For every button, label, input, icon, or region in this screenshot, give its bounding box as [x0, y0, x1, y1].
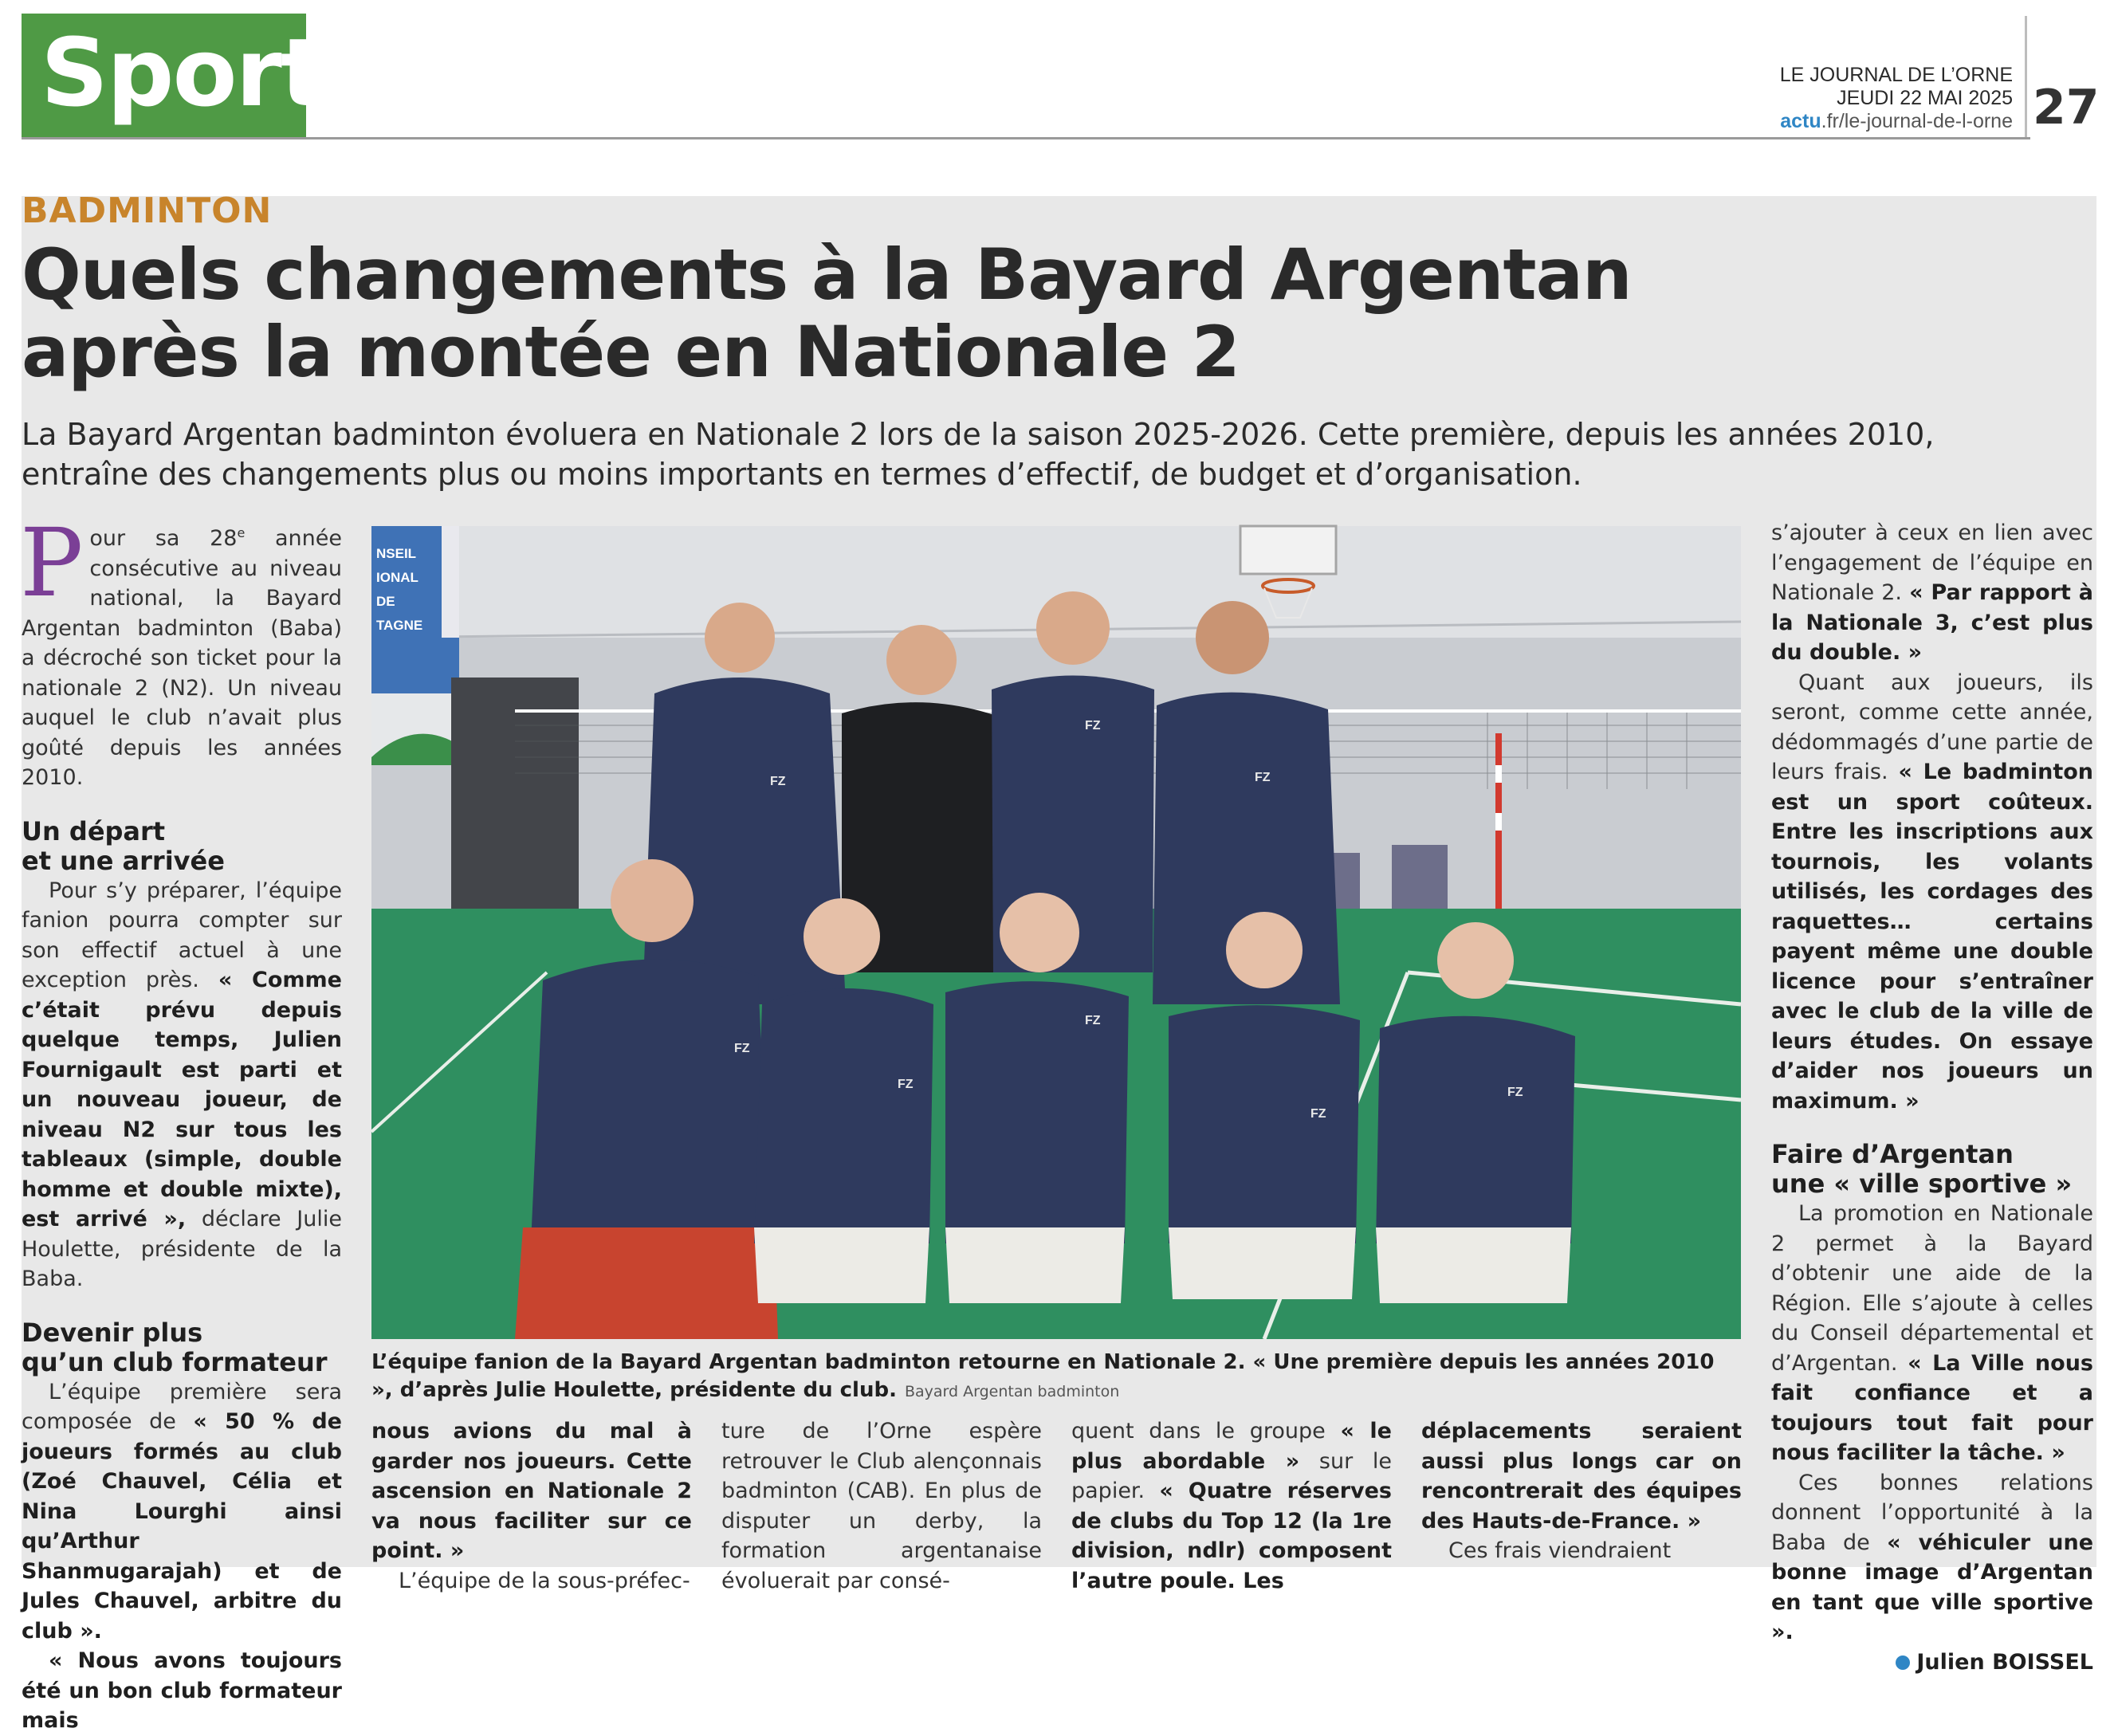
website-path: .fr/le-journal-de-l-orne	[1821, 110, 2013, 132]
photo-caption	[371, 1349, 1741, 1406]
paragraph: Quant aux joueurs, ils seront, comme cette année, dédommagés d’une partie de leurs frais. « Le badminton est un sport coûteux. Entre les inscriptions aux tournois, les volants utilisés, les cordages des raquettes… certains payent même une double licence pour s’entraîner avec le club de la ville de leurs études. On essaye d’aider nos joueurs un maximum. »	[1771, 670, 2093, 1113]
article-column-2	[371, 1416, 692, 1596]
shirt-logo: FZ	[734, 1042, 750, 1055]
article-column-6	[1771, 518, 2093, 1677]
website-link[interactable]	[1780, 110, 2013, 133]
banner-text-line: IONAL	[376, 570, 418, 585]
shirt-logo: FZ	[898, 1078, 914, 1091]
paragraph: Ces bonnes relations donnent l’opportunité à la Baba de « véhiculer une bonne image d’Argentan en tant que ville sportive ».	[1771, 1470, 2094, 1644]
header-divider	[2025, 16, 2027, 137]
subheading-formateur: Devenir plus qu’un club formateur	[22, 1317, 328, 1377]
banner-text-line: DE	[376, 594, 395, 609]
section-title: Sport	[41, 18, 324, 128]
article-column-3	[721, 1416, 1042, 1596]
headline-line-2: après la montée en Nationale 2	[22, 311, 1240, 393]
team-photo	[371, 526, 1741, 1339]
paragraph: L’équipe de la sous-préfec-	[399, 1568, 690, 1593]
shirt-logo: FZ	[1310, 1107, 1326, 1121]
article-lead	[22, 414, 2094, 494]
banner-text-line: NSEIL	[376, 546, 417, 561]
paragraph: quent dans le groupe « le plus abordable » sur le papier. « Quatre réserves de clubs du Top 12 (la 1re division, ndlr) composent l’autre poule. Les	[1071, 1419, 1392, 1593]
website-accent: actu	[1780, 110, 1821, 132]
header-rule	[22, 137, 2030, 139]
banner-text-line: TAGNE	[376, 618, 423, 633]
shirt-logo: FZ	[1255, 771, 1271, 784]
page-number: 27	[2033, 80, 2100, 136]
paragraph: La promotion en Nationale 2 permet à la Bayard d’obtenir une aide de la Région. Elle s’ajoute à celles du Conseil départemental et d’Argentan. « La Ville nous fait confiance et a toujours tout fait pour nous faciliter la tâche. »	[1771, 1201, 2093, 1465]
paragraph: L’équipe première sera composée de « 50 % de joueurs formés au club (Zoé Chauvel, Célia et Nina Lourghi ainsi qu’Arthur Shanmugarajah) et de Jules Chauvel, arbitre du club ».	[22, 1379, 342, 1644]
shirt-logo: FZ	[770, 775, 786, 788]
lead-line-1: La Bayard Argentan badminton évoluera en Nationale 2 lors de la saison 2025-2026. Cette première, depuis les années 2010,	[22, 417, 1935, 452]
headline-line-1: Quels changements à la Bayard Argentan	[22, 234, 1632, 316]
article-column-5	[1421, 1416, 1742, 1566]
article-column-1	[20, 508, 343, 1736]
photo-credit: Bayard Argentan badminton	[904, 1383, 1120, 1400]
section-banner	[22, 14, 324, 138]
signature-dot-icon	[1896, 1655, 1910, 1670]
paragraph: Pour s’y préparer, l’équipe fanion pourra compter sur son effectif actuel à une exception près. « Comme c’était prévu depuis quelque temps, Julien Fournigault est parti et un nouveau joueur, de niveau N2 sur tous les tableaux (simple, double homme et double mixte), est arrivé », déclare Julie Houlette, présidente de la Baba.	[22, 878, 342, 1291]
paragraph: déplacements seraient aussi plus longs car on rencontrerait des équipes des Hauts-de-France. »	[1421, 1419, 1742, 1534]
author-signature: Julien BOISSEL	[1771, 1648, 2093, 1678]
shirt-logo: FZ	[1085, 719, 1101, 732]
paragraph: nous avions du mal à garder nos joueurs. Cette ascension en Nationale 2 va nous faciliter sur ce point. »	[371, 1419, 692, 1563]
article-headline	[22, 236, 1775, 391]
article-kicker: BADMINTON	[22, 190, 273, 231]
paragraph: ture de l’Orne espère retrouver le Club alençonnais badminton (CAB). En plus de disputer un derby, la formation argentanaise évoluerait par consé-	[721, 1419, 1042, 1593]
drop-cap: P	[20, 508, 84, 618]
paragraph: « Nous avons toujours été un bon club formateur mais	[22, 1648, 342, 1733]
subheading-depart: Un départ et une arrivée	[22, 815, 225, 876]
caption-text: L’équipe fanion de la Bayard Argentan badminton retourne en Nationale 2. « Une première depuis les années 2010 », d’après Julie Houlette, présidente du club.	[371, 1350, 1715, 1402]
lead-line-2: entraîne des changements plus ou moins importants en termes d’effectif, de budget et d’organisation.	[22, 457, 1582, 492]
paragraph: s’ajouter à ceux en lien avec l’engagement de l’équipe en Nationale 2. « Par rapport à la Nationale 3, c’est plus du double. »	[1771, 520, 2094, 665]
newspaper-name: LE JOURNAL DE L’ORNE	[1779, 64, 2013, 86]
shirt-logo: FZ	[1507, 1086, 1523, 1099]
issue-date: JEUDI 22 MAI 2025	[1837, 87, 2013, 109]
article-column-4	[1071, 1416, 1392, 1596]
masthead-info	[1780, 64, 2013, 133]
paragraph: Ces frais viendraient	[1448, 1538, 1672, 1563]
subheading-ville-sportive: Faire d’Argentan une « ville sportive »	[1771, 1139, 2073, 1199]
intro-paragraph: Pour sa 28e année consécutive au niveau national, la Bayard Argentan badminton (Baba) a décroché son ticket pour la nationale 2 (N2). Un niveau auquel le club n’avait plus goûté depuis les années 2010.	[20, 508, 343, 790]
shirt-logo: FZ	[1085, 1014, 1101, 1027]
